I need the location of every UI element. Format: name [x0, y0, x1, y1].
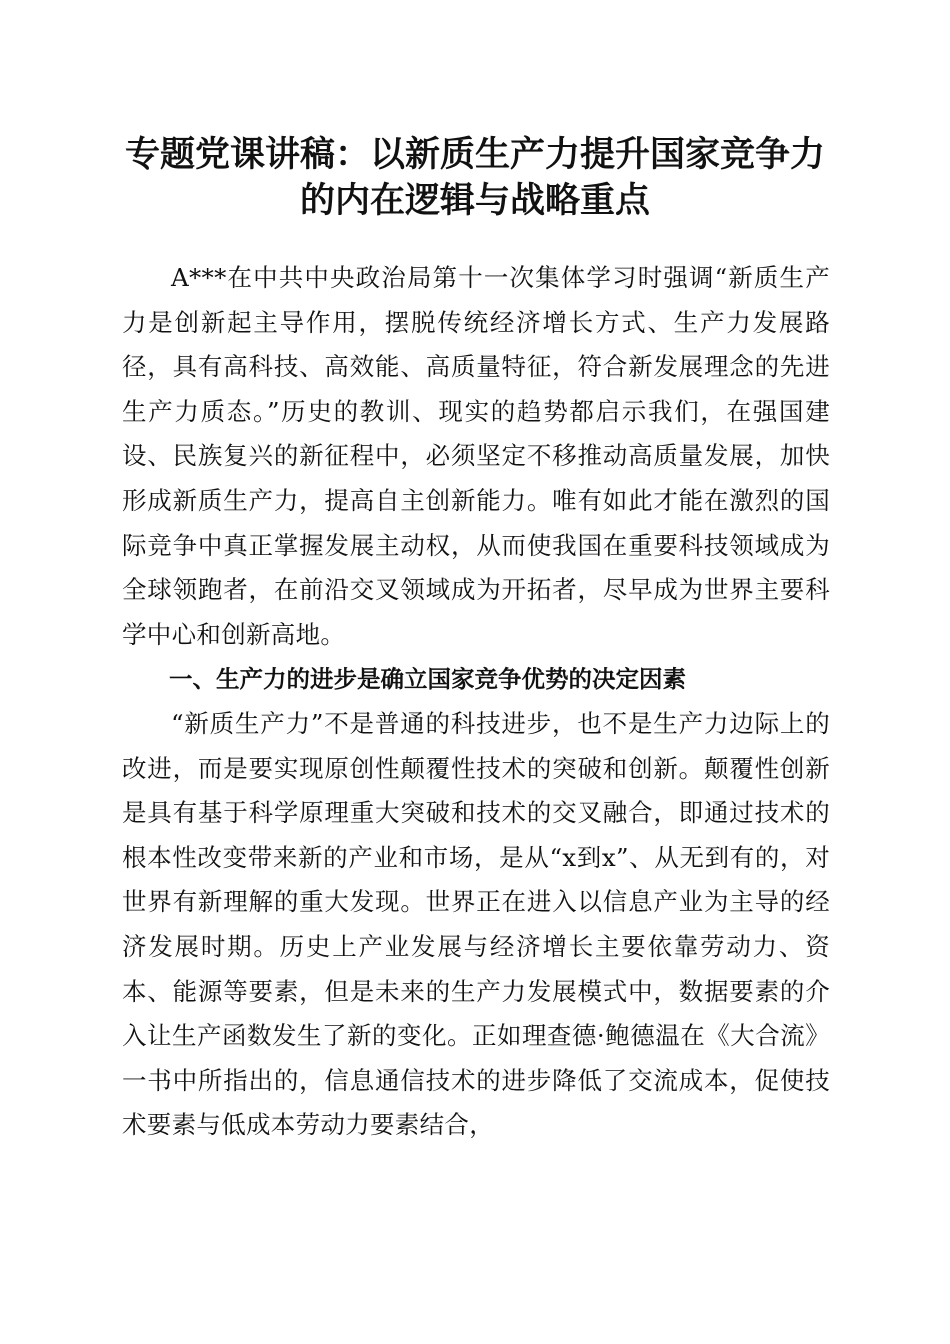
title-line-2: 的内在逻辑与战略重点 [299, 180, 650, 221]
document-body [122, 256, 830, 1148]
document-title [90, 132, 860, 224]
paragraph-intro: A***在中共中央政治局第十一次集体学习时强调“新质生产力是创新起主导作用，摆脱传统经济增长方式、生产力发展路径，具有高科技、高效能、高质量特征，符合新发展理念的先进生产力质态。”历史的教训、现实的趋势都启示我们，在强国建设、民族复兴的新征程中，必须坚定不移推动高质量发展，加快形成新质生产力，提高自主创新能力。唯有如此才能在激烈的国际竞争中真正掌握发展主动权，从而使我国在重要科技领域成为全球领跑者，在前沿交叉领域成为开拓者，尽早成为世界主要科学中心和创新高地。 [122, 263, 830, 649]
section-heading-1: 一、生产力的进步是确立国家竞争优势的决定因素 [169, 665, 686, 694]
title-line-1: 专题党课讲稿：以新质生产力提升国家竞争力 [124, 134, 825, 175]
paragraph-section-1: “新质生产力”不是普通的科技进步，也不是生产力边际上的改进，而是要实现原创性颠覆性技术的突破和创新。颠覆性创新是具有基于科学原理重大突破和技术的交叉融合，即通过技术的根本性改变带来新的产业和市场，是从“x到x”、从无到有的，对世界有新理解的重大发现。世界正在进入以信息产业为主导的经济发展时期。历史上产业发展与经济增长主要依靠劳动力、资本、能源等要素，但是未来的生产力发展模式中，数据要素的介入让生产函数发生了新的变化。正如理查德·鲍德温在《大合流》一书中所指出的，信息通信技术的进步降低了交流成本，促使技术要素与低成本劳动力要素结合， [122, 708, 830, 1140]
